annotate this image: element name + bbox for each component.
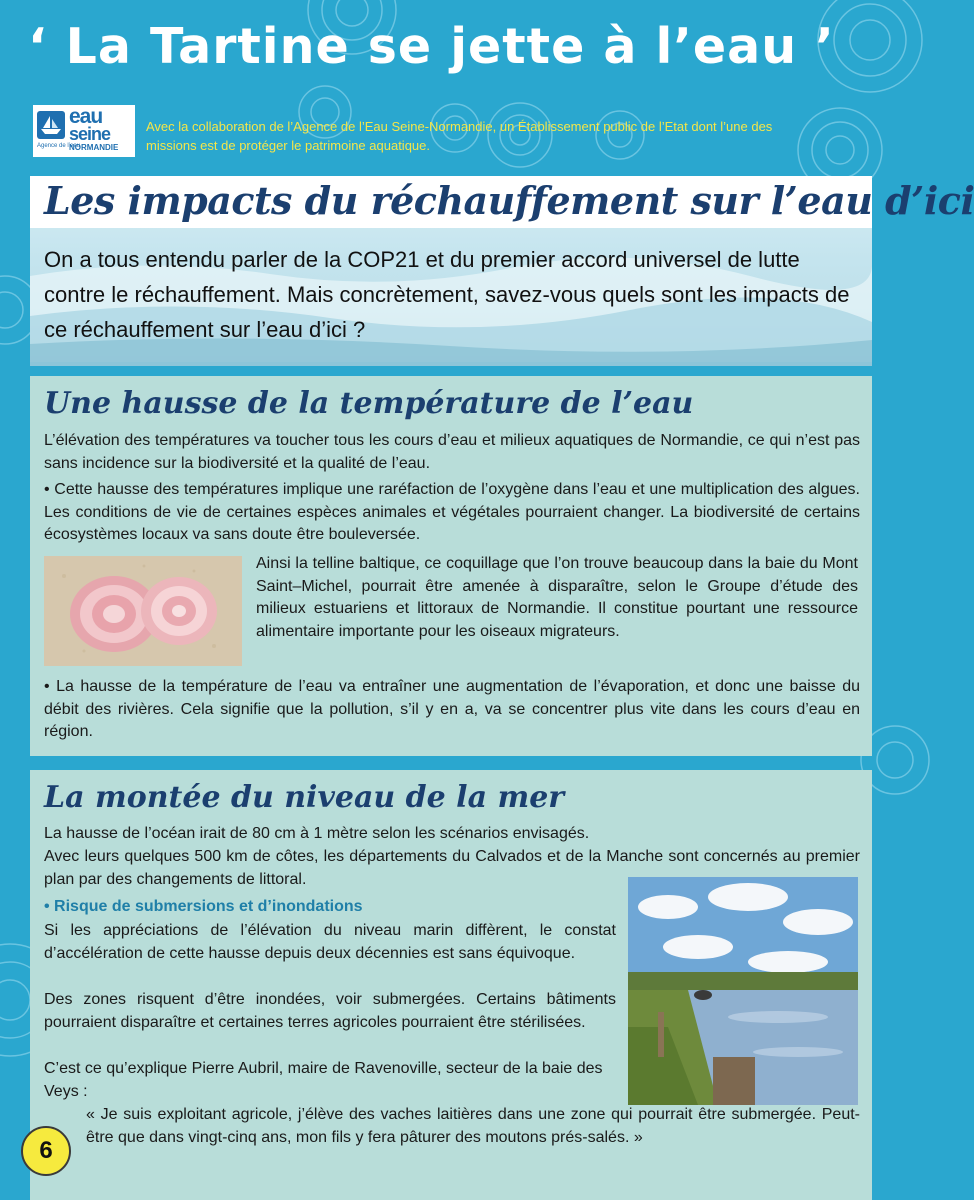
intro-lead: On a tous entendu parler de la COP21 et du premier accord universel de lutte contre le réchauffement. Mais concrètement, savez-vous quels sont les impacts de ce réchauffement sur l’eau d’ici ?: [44, 247, 850, 342]
mayor-quote: « Je suis exploitant agricole, j’élève des vaches laitières dans une zone qui pourrait être submergée. Peut-être que dans vingt-cinq ans, mon fils y fera pâturer des moutons prés-salés. »: [86, 1106, 860, 1146]
section-sea-level-p5: C’est ce qu’explique Pierre Aubril, maire de Ravenoville, secteur de la baie des Veys :: [44, 1060, 603, 1100]
section-temperature-p3: Ainsi la telline baltique, ce coquillage que l’on trouve beaucoup dans la baie du Mont Saint–Michel, pourrait être amenée à disparaître, selon le Groupe d’étude des milieux estuariens et littoraux de Normandie. Il constitue pourtant une ressource alimentaire importante pour les oiseaux migrateurs.: [256, 555, 858, 640]
page-number: 6: [21, 1126, 71, 1176]
logo-text-eau: eau: [69, 105, 103, 128]
logo-text-agence: Agence de l’eau: [37, 143, 81, 149]
risk-subheading: • Risque de submersions et d’inondations: [44, 898, 363, 915]
boat-emblem-icon: [37, 111, 65, 139]
section-temperature-p1: L’élévation des températures va toucher tous les cours d’eau et milieux aquatiques de Normandie, ce qui n’est pas sans incidence sur la biodiversité et la qualité de l’eau.: [44, 432, 860, 472]
section-temperature-heading: Une hausse de la température de l’eau: [44, 386, 694, 421]
section-temperature-p4: • La hausse de la température de l’eau va entraîner une augmentation de l’évaporation, et donc une baisse du débit des rivières. Cela signifie que la pollution, s’il y en a, va se concentrer plus vite dans les cours d’eau en région.: [44, 678, 860, 740]
logo-text-seine: seine: [69, 124, 111, 144]
page-title: ‘ La Tartine se jette à l’eau ’: [28, 18, 835, 75]
section-temperature-p2: • Cette hausse des températures implique une raréfaction de l’oxygène dans l’eau et une multiplication des algues. Les conditions de vie de certaines espèces animales et végétales pourraient changer. La biodiversité de certains écosystèmes locaux va sans doute être bouleversée.: [44, 481, 860, 543]
collaboration-note: Avec la collaboration de l’Agence de l’Eau Seine-Normandie, un Établissement public de l’Etat dont l’une des missions est de protéger le patrimoine aquatique.: [146, 119, 773, 153]
section-sea-level-p3: Si les appréciations de l’élévation du niveau marin diffèrent, le constat d’accélération de cette hausse depuis deux décennies est sans équivoque.: [44, 922, 616, 962]
intro-box: [30, 176, 974, 362]
marsh-landscape-photo: [628, 877, 858, 1105]
intro-heading: Les impacts du réchauffement sur l’eau d’ici: [44, 178, 974, 223]
section-sea-level: [30, 770, 872, 1200]
telline-shell-photo: [44, 556, 242, 666]
section-temperature: [30, 376, 872, 756]
section-sea-level-p2: Avec leurs quelques 500 km de côtes, les départements du Calvados et de la Manche sont concernés au premier plan par des changements de littoral.: [44, 848, 860, 888]
section-sea-level-p1: La hausse de l’océan irait de 80 cm à 1 mètre selon les scénarios envisagés.: [44, 825, 590, 842]
agence-eau-logo: [33, 105, 135, 157]
logo-text-normandie: NORMANDIE: [69, 143, 119, 152]
section-sea-level-heading: La montée du niveau de la mer: [44, 780, 565, 815]
section-sea-level-p4: Des zones risquent d’être inondées, voir submergées. Certains bâtiments pourraient disparaître et certaines terres agricoles pourraient être stérilisées.: [44, 991, 616, 1031]
